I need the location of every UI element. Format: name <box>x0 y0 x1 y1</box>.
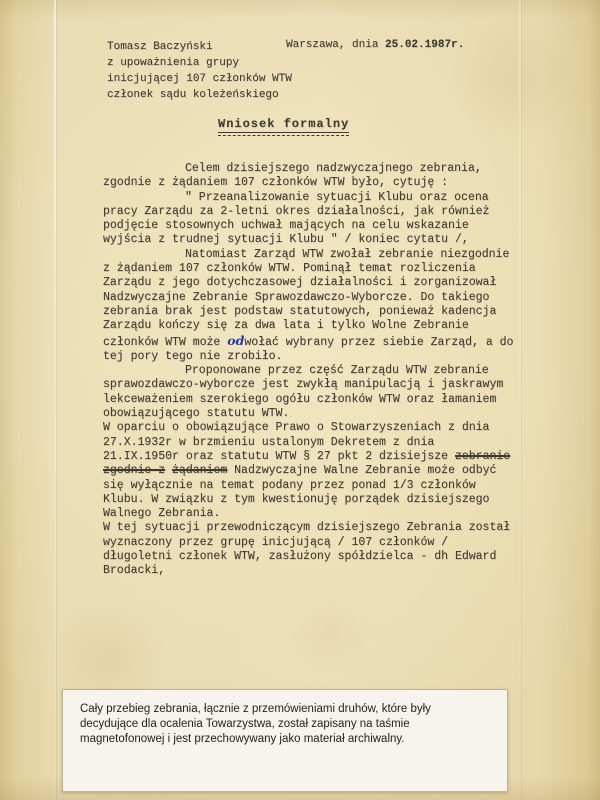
text-segment: Natomiast Zarząd WTW zwołał zebranie niezgodnie z żądaniem 107 członków WTW. Pominął temat rozliczenia Zarządu z jego dotychczasowej działalności i zorganizował Nadzwyczajne Zebranie Sprawozdawczo-Wyborcze. Do takiego zebrania brak jest podstaw statutowych, ponieważ kadencja Zarządu kończy się za dwa lata i tylko Wolne Zebranie członków WTW może <box>103 247 510 349</box>
text-line: członek sądu koleżeńskiego <box>107 89 279 101</box>
handwritten-correction: od <box>227 332 245 348</box>
dateline-place: Warszawa, dnia <box>286 39 386 51</box>
text-segment: " Przeanalizowanie sytuacji Klubu oraz ocena pracy Zarządu za 2-letni okres działalności, jak również podjęcie stosownych uchwał mających na celu wskazanie wyjścia z trudnej sytuacji Klubu " / koniec cytatu /, <box>103 190 490 247</box>
document-title <box>218 114 349 136</box>
text-segment: Celem dzisiejszego nadzwyczajnego zebrania, zgodnie z żądaniem 107 członków WTW było, cytuję : <box>103 162 482 190</box>
paragraph <box>103 364 515 421</box>
paragraph <box>103 191 515 248</box>
paragraph <box>103 248 515 364</box>
dateline-date: 25.02.1987r. <box>385 39 465 51</box>
paragraph <box>103 521 515 578</box>
text-line: z upoważnienia grupy <box>107 57 240 69</box>
text-line: inicjującej 107 członków WTW <box>107 73 292 85</box>
paper-fold-crease-left <box>54 0 56 800</box>
archive-caption-box <box>62 689 508 792</box>
text-line: Tomasz Baczyński <box>107 41 213 53</box>
text-segment: W tej sytuacji przewodniczącym dzisiejszego Zebrania został wyznaczony przez grupę inicjującą / 107 członków / długoletni członek WTW, zasłużony spółdzielca - dh Edward Brodacki, <box>103 521 511 578</box>
text-segment: Proponowane przez część Zarządu WTW zebranie sprawozdawczo-wyborcze jest zwykłą manipulacją i jaskrawym lekceważeniem szerokiego ogółu członków WTW oraz łamaniem obowiązującego statutu WTW. <box>103 364 504 421</box>
text-segment: W oparciu o obowiązujące Prawo o Stowarzyszeniach z dnia 27.X.1932r w brzmieniu ustalonym Dekretem z dnia 21.IX.1950r oraz statutu WTW § 27 pkt 2 dzisiejsze <box>103 421 490 463</box>
text-segment <box>165 464 172 477</box>
document-title-text: Wniosek formalny <box>218 117 350 131</box>
text-segment: Nadzwyczajne Walne Zebranie może odbyć się wyłącznie na temat podany przez ponad 1/3 członków Klubu. W związku z tym kwestionuję porządek dzisiejszego Walnego Zebrania. <box>103 464 497 521</box>
sender-block <box>107 39 292 103</box>
dateline <box>286 39 464 51</box>
document-body <box>103 162 515 579</box>
text-segment: wołać wybrany przez siebie Zarząd, a do tej pory tego nie zrobiło. <box>103 335 514 363</box>
paragraph <box>103 162 515 191</box>
paragraph <box>103 421 515 521</box>
paper-fold-crease-right-shadow <box>521 0 522 800</box>
archive-caption-text: Cały przebieg zebrania, łącznie z przemówieniami druhów, które były decydujące dla ocalenia Towarzystwa, został zapisany na taśmie magnetofonowej i jest przechowywany jako materiał archiwalny. <box>80 703 431 745</box>
struck-text: żądaniem <box>172 464 228 478</box>
paper-fold-crease-left-shadow <box>56 0 57 800</box>
struck-text: zebranie zgodnie z <box>103 449 511 478</box>
paper-fold-crease-right <box>519 0 521 800</box>
